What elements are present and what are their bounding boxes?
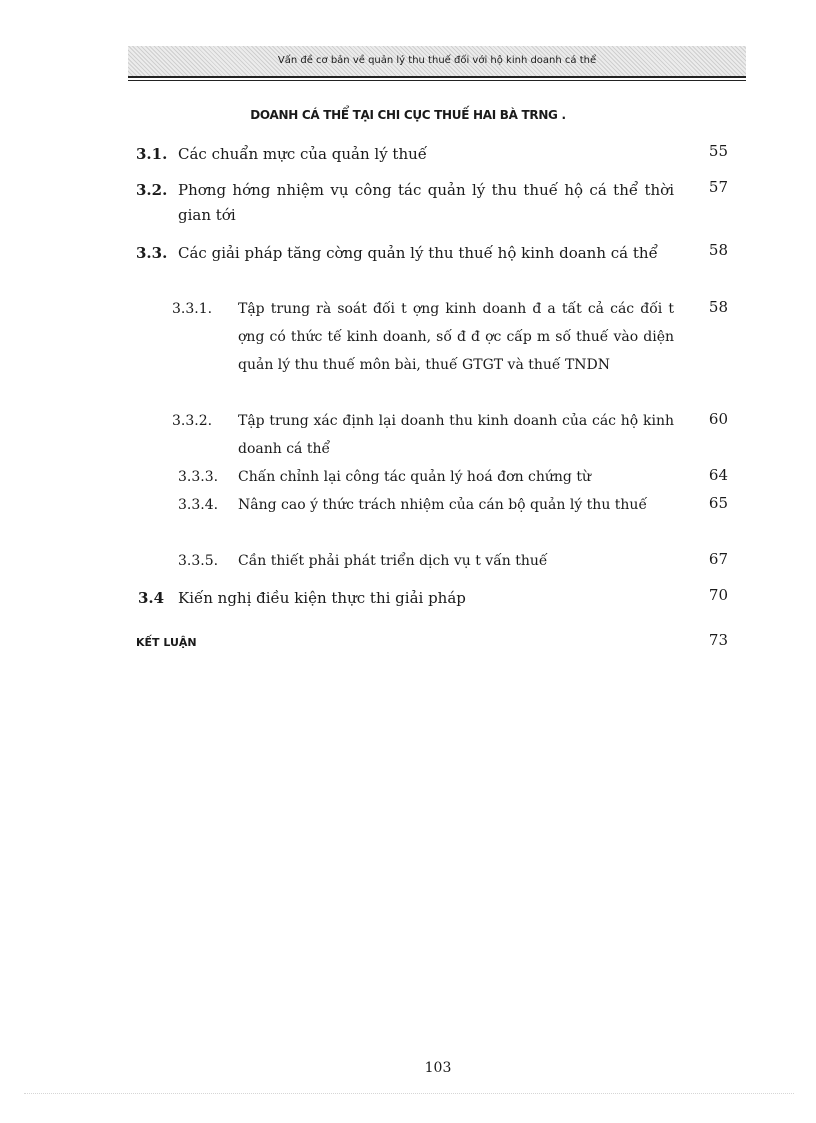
toc-text: Tập trung rà soát đối t ợng kinh doanh đ a tất cả các đối t ợng có thức tế kinh doanh, số đ đ ợc cấp m số thuế vào diện quản lý thu thuế môn bài, thuế GTGT và thuế TNDN — [238, 301, 674, 373]
toc-number: 3.3. — [136, 244, 168, 262]
toc-page: 60 — [708, 410, 728, 428]
toc-page: 58 — [708, 241, 728, 259]
running-header-title: Vấn đề cơ bản về quản lý thu thuế đối với hộ kinh doanh cá thể — [277, 55, 597, 66]
toc-page: 70 — [708, 586, 728, 604]
toc-entry-3-3-4[interactable] — [178, 491, 682, 547]
toc-text: Các chuẩn mực của quản lý thuế — [178, 145, 428, 163]
toc-number: 3.3.5. — [178, 553, 219, 569]
toc-number: 3.3.2. — [172, 413, 213, 429]
toc-text: Phơng hớng nhiệm vụ công tác quản lý thu thuế hộ cá thể thời gian tới — [178, 181, 674, 224]
header-rule-thick — [128, 76, 746, 78]
page-number: 103 — [424, 1060, 452, 1076]
toc-number: 3.3.3. — [178, 469, 219, 485]
toc-entry-3-3[interactable] — [136, 241, 736, 293]
toc-entry-3-3-3[interactable] — [178, 463, 682, 491]
toc-page: 65 — [708, 494, 728, 512]
toc-number: 3.3.1. — [172, 301, 213, 317]
toc-text: Nâng cao ý thức trách nhiệm của cán bộ quản lý thu thuế — [238, 497, 648, 513]
toc-page: 67 — [708, 550, 728, 568]
toc-page: 73 — [708, 631, 728, 649]
toc-text: Tập trung xác định lại doanh thu kinh doanh của các hộ kinh doanh cá thể — [238, 413, 674, 457]
toc-text: Cần thiết phải phát triển dịch vụ t vấn thuế — [238, 553, 548, 569]
toc-entry-3-3-1[interactable] — [172, 295, 682, 407]
toc-page: 55 — [708, 142, 728, 160]
toc-number: 3.1. — [136, 145, 168, 163]
header-rule-thin — [128, 80, 746, 81]
toc-text: Kiến nghị điều kiện thực thi giải pháp — [178, 589, 466, 607]
toc-entry-conclusion[interactable]: KẾT LUẬN — [136, 636, 197, 649]
toc-entry-3-3-5[interactable] — [178, 547, 682, 575]
toc-entry-3-1[interactable] — [136, 142, 736, 167]
toc-entry-3-4[interactable] — [138, 586, 738, 611]
toc-entry-3-3-2[interactable] — [172, 407, 682, 463]
toc-page: 64 — [708, 466, 728, 484]
running-header — [128, 46, 746, 76]
toc-number: 3.2. — [136, 181, 168, 199]
toc-text: Chấn chỉnh lại công tác quản lý hoá đơn chứng từ — [238, 469, 591, 485]
toc-page: 58 — [708, 298, 728, 316]
bottom-dotted-rule — [24, 1093, 794, 1094]
section-title: DOANH CÁ THỂ TẠI CHI CỤC THUẾ HAI BÀ TRNG . — [250, 108, 566, 122]
toc-page: 57 — [708, 178, 728, 196]
toc-text: Các giải pháp tăng cờng quản lý thu thuế hộ kinh doanh cá thể — [178, 244, 658, 262]
toc-number: 3.3.4. — [178, 497, 219, 513]
toc-entry-3-2[interactable] — [136, 178, 736, 230]
toc-number: 3.4 — [138, 589, 165, 607]
